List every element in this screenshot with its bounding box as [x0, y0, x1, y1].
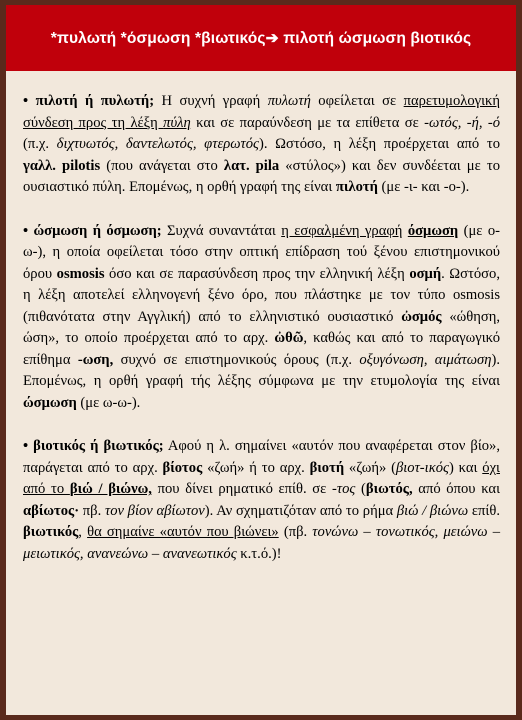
text-run: ώσμωση [23, 394, 77, 411]
text-run: -ωτός, -ή, -ό [424, 114, 501, 131]
text-run: όχι από το [23, 459, 500, 497]
text-run: Αφού η λ. σημαίνει «αυτόν που αναφέρεται στον βίο», παράγεται από το αρχ. [23, 438, 500, 476]
text-run: • πιλοτή ή πυλωτή; [23, 93, 155, 109]
text-run: θα σημαίνε «αυτόν που βιώνει» [87, 524, 279, 540]
text-run: . Ωστόσο, η λέξη αποτελεί ελληνογενή ξένο όρο, που πλάστηκε με τον τύπο osmosis (πιθανότατα στην Αγγλική) από το ελληνιστικό ουσιαστικό [23, 265, 500, 325]
text-run: , [78, 524, 88, 540]
text-run: ). Ωστόσο, η λέξη προέρχεται από το [258, 136, 501, 152]
text-run: βιοτ-ικός [395, 459, 449, 476]
text-run: οφείλεται σε [310, 93, 404, 109]
text-run: βιοτή [309, 459, 345, 476]
text-run: πυλωτή [267, 93, 311, 109]
text-run: και σε παραύνδεση με τα επίθετα σε [190, 114, 425, 131]
text-run: (με -ι- και -ο-). [377, 179, 470, 195]
text-run: αβίωτος· [23, 502, 80, 519]
text-run: , καθώς και από το παραγωγικό επίθημα [23, 330, 500, 368]
text-run: συχνό σε επιστημονικούς όρους (π.χ. [113, 351, 360, 368]
text-run: «στύλος») και δεν συνδέεται με το ουσιαστικό πύλη. Επομένως, η ορθή γραφή της είναι [23, 157, 500, 195]
text-run: (π.χ. [23, 136, 57, 152]
text-run: ( [355, 481, 366, 497]
text-run: βίοτος [162, 459, 203, 476]
text-run: ὠσμός [401, 308, 442, 325]
text-run: γαλλ. pilotis [23, 157, 101, 174]
text-run: Συχνά συναντάται [161, 222, 282, 239]
article-card [6, 5, 516, 715]
article-body [23, 91, 500, 587]
text-run: τονώνω – τονωτικός, μειώνω – μειωτικός, ανανεώνω – ανανεωτικός [23, 524, 500, 562]
text-run: -τος [332, 481, 356, 497]
text-run: οσμή [409, 265, 442, 282]
title-banner [6, 5, 516, 71]
text-run: ). Επομένως, η ορθή γραφή τής λέξης σύμφωνα με την ετυμολογία της είναι [23, 351, 500, 389]
text-run: osmosis [56, 265, 105, 282]
text-run: -ωση, [77, 351, 114, 368]
text-run: (πβ. [278, 524, 313, 540]
text-run: από όπου και [412, 481, 500, 497]
text-run: κ.τ.ό.)! [236, 545, 282, 562]
text-run: οξυγόνωση, αιμάτωση [359, 351, 492, 368]
text-run: επίθ. [468, 502, 500, 519]
text-run: λατ. pila [223, 157, 280, 174]
text-run: βιώ / βιώνω [396, 502, 469, 519]
text-run: που δίνει ρηματικό επίθ. σε [151, 481, 333, 497]
text-run: πύλη [163, 114, 191, 131]
text-run: πβ. [79, 502, 105, 519]
text-run: (που ανάγεται στο [100, 157, 224, 174]
text-run: βιώ / βιώνω, [69, 481, 152, 497]
text-run: ) και [448, 459, 483, 476]
text-run: βιωτικός [23, 524, 79, 540]
text-run: (με ω-ω-). [76, 394, 141, 411]
paragraph-piloti [23, 91, 500, 199]
text-run: • βιοτικός ή βιωτικός; [23, 438, 164, 454]
text-run: «ζωή» ( [344, 459, 396, 476]
text-run: παρετυμολογική σύνδεση προς τη λέξη [23, 93, 501, 131]
text-run: η εσφαλμένη γραφή [281, 222, 403, 239]
text-run: βιωτός, [365, 481, 413, 497]
text-run: όσο και σε παρασύνδεση προς την ελληνική λέξη [104, 265, 410, 282]
text-run: τον βίον αβίωτον [104, 502, 205, 519]
text-run: πιλοτή [335, 179, 378, 195]
page-title: *πυλωτή *όσμωση *βιωτικός➔ πιλοτή ώσμωση βιοτικός [50, 29, 472, 47]
paragraph-osmosi [23, 221, 500, 415]
text-run: ὠθῶ [274, 330, 304, 346]
paragraph-viotikos [23, 436, 500, 565]
text-run: • ώσμωση ή όσμωση; [23, 222, 162, 239]
text-run: (με ο-ω-), η οποία οφείλεται τόσο στην οπτική επίδραση τού ξένου επιστημονικού όρου [23, 222, 500, 282]
text-run: «ώθηση, ώση», το οποίο προέρχεται από το αρχ. [23, 308, 500, 346]
text-run: Η συχνή γραφή [154, 93, 268, 109]
text-run: διχτυωτός, δαντελωτός, φτερωτός [56, 136, 259, 152]
text-run: ). Αν σχηματιζόταν από το ρήμα [204, 502, 397, 519]
text-run: όσμωση [407, 222, 459, 239]
text-run: «ζωή» ή το αρχ. [202, 459, 310, 476]
